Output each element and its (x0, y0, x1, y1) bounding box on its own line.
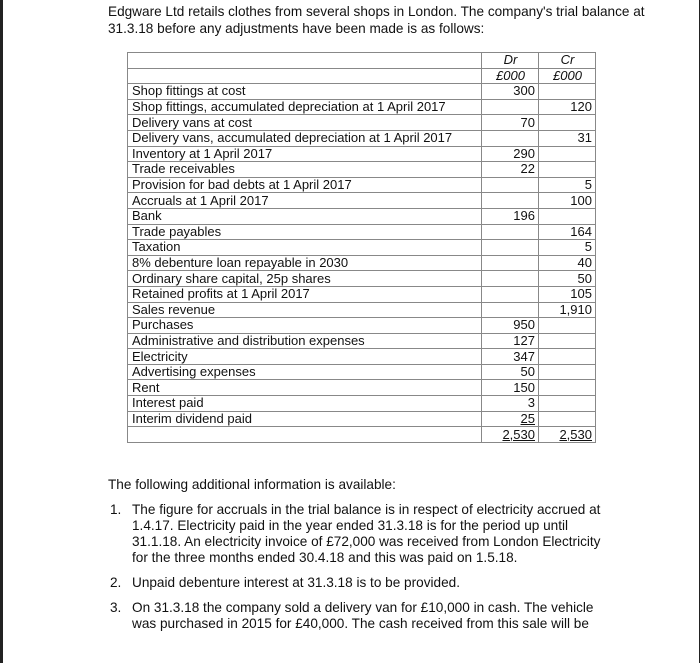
row-label: Provision for bad debts at 1 April 2017 (128, 177, 482, 193)
dr-value (482, 193, 539, 209)
table-row (128, 318, 596, 334)
row-label: Interim dividend paid (128, 411, 482, 427)
note-item (108, 575, 608, 591)
note-item (108, 600, 608, 632)
row-label: Taxation (128, 240, 482, 256)
cr-value (539, 396, 596, 412)
dr-value: 22 (482, 162, 539, 178)
dr-value (482, 240, 539, 256)
note-number: 3. (110, 600, 122, 615)
dr-value: 3 (482, 396, 539, 412)
dr-value: 127 (482, 333, 539, 349)
note-text: The figure for accruals in the trial balance is in respect of electricity accrued at 1.4.17. Electricity paid in the year ended 31.3.18 is for the period up until 31.1.18. An electricity invoice of £72,000 was received from London Electricity for the three months ended 30.4.18 and this was paid on 1.5.18. (132, 502, 601, 565)
cr-value (539, 349, 596, 365)
cr-value (539, 333, 596, 349)
row-label: Administrative and distribution expenses (128, 333, 482, 349)
cr-unit: £000 (539, 68, 596, 84)
row-label: Inventory at 1 April 2017 (128, 146, 482, 162)
dr-value (482, 177, 539, 193)
row-label: Delivery vans, accumulated depreciation at 1 April 2017 (128, 130, 482, 146)
row-label: Trade receivables (128, 162, 482, 178)
table-row (128, 193, 596, 209)
table-row (128, 146, 596, 162)
row-label: 8% debenture loan repayable in 2030 (128, 255, 482, 271)
unit-row (128, 68, 596, 84)
trial-balance-table (127, 52, 596, 443)
row-label: Accruals at 1 April 2017 (128, 193, 482, 209)
cr-value (539, 162, 596, 178)
row-label: Interest paid (128, 396, 482, 412)
cr-value: 120 (539, 99, 596, 115)
table-row (128, 177, 596, 193)
dr-value: 150 (482, 380, 539, 396)
table-row (128, 84, 596, 100)
dr-value: 347 (482, 349, 539, 365)
row-label: Shop fittings at cost (128, 84, 482, 100)
cr-value: 31 (539, 130, 596, 146)
additional-info-heading: The following additional information is available: (108, 477, 396, 492)
dr-value: 50 (482, 364, 539, 380)
intro-text: Edgware Ltd retails clothes from several shops in London. The company's trial balance at 31.3.18 before any adjustments have been made is as follows: (108, 4, 645, 36)
row-label: Retained profits at 1 April 2017 (128, 286, 482, 302)
table-row (128, 208, 596, 224)
note-number: 1. (110, 502, 122, 517)
cr-value: 1,910 (539, 302, 596, 318)
cr-value (539, 411, 596, 427)
dr-value: 25 (482, 411, 539, 427)
cr-value: 50 (539, 271, 596, 287)
cr-header: Cr (539, 53, 596, 69)
row-label: Delivery vans at cost (128, 115, 482, 131)
dr-total: 2,530 (482, 427, 539, 443)
note-text: On 31.3.18 the company sold a delivery van for £10,000 in cash. The vehicle was purchased in 2015 for £40,000. The cash received from this sale will be (132, 600, 594, 631)
table-row (128, 380, 596, 396)
dr-value (482, 130, 539, 146)
note-number: 2. (110, 575, 122, 590)
notes-list (108, 502, 608, 641)
dr-value: 300 (482, 84, 539, 100)
table-row (128, 333, 596, 349)
cr-value: 40 (539, 255, 596, 271)
row-label: Shop fittings, accumulated depreciation at 1 April 2017 (128, 99, 482, 115)
cr-value: 5 (539, 177, 596, 193)
totals-row (128, 427, 596, 443)
table-row (128, 115, 596, 131)
cr-value (539, 208, 596, 224)
table-row (128, 364, 596, 380)
dr-unit: £000 (482, 68, 539, 84)
table-row (128, 255, 596, 271)
cr-value (539, 146, 596, 162)
row-label: Rent (128, 380, 482, 396)
dr-value (482, 302, 539, 318)
row-label: Advertising expenses (128, 364, 482, 380)
dr-header: Dr (482, 53, 539, 69)
note-item (108, 502, 608, 566)
row-label: Electricity (128, 349, 482, 365)
cr-value: 105 (539, 286, 596, 302)
header-row (128, 53, 596, 69)
row-label: Bank (128, 208, 482, 224)
dr-value: 950 (482, 318, 539, 334)
cr-value (539, 318, 596, 334)
table-row (128, 224, 596, 240)
cr-value: 100 (539, 193, 596, 209)
dr-value (482, 255, 539, 271)
cr-value: 5 (539, 240, 596, 256)
cr-value: 164 (539, 224, 596, 240)
cr-value (539, 380, 596, 396)
dr-value (482, 99, 539, 115)
table-row (128, 240, 596, 256)
note-text: Unpaid debenture interest at 31.3.18 is to be provided. (132, 575, 460, 590)
cr-value (539, 84, 596, 100)
row-label: Purchases (128, 318, 482, 334)
dr-value: 290 (482, 146, 539, 162)
table-row (128, 162, 596, 178)
table-row (128, 271, 596, 287)
row-label: Sales revenue (128, 302, 482, 318)
table-row (128, 99, 596, 115)
dr-value (482, 286, 539, 302)
table-row (128, 302, 596, 318)
row-label: Ordinary share capital, 25p shares (128, 271, 482, 287)
dr-value: 196 (482, 208, 539, 224)
cr-total: 2,530 (539, 427, 596, 443)
table-row (128, 411, 596, 427)
cr-value (539, 115, 596, 131)
table-row (128, 286, 596, 302)
row-label: Trade payables (128, 224, 482, 240)
table-row (128, 396, 596, 412)
dr-value (482, 224, 539, 240)
dr-value (482, 271, 539, 287)
table-row (128, 130, 596, 146)
dr-value: 70 (482, 115, 539, 131)
table-row (128, 349, 596, 365)
cr-value (539, 364, 596, 380)
